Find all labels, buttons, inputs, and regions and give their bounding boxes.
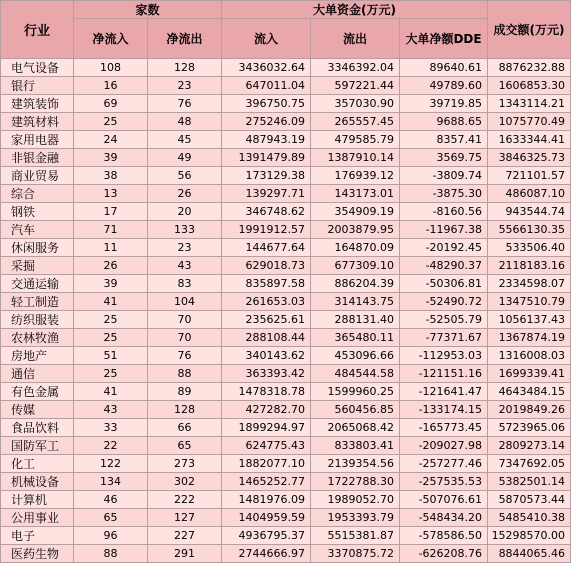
cell-inflow: 1899294.97 — [222, 419, 311, 437]
header-net-in: 净流入 — [74, 19, 148, 59]
cell-turnover: 2809273.14 — [488, 437, 571, 455]
cell-big-net-dde: 3569.75 — [400, 149, 488, 167]
cell-outflow: 1989052.70 — [311, 491, 400, 509]
table-row — [1, 59, 571, 77]
cell-net-in: 25 — [74, 113, 148, 131]
cell-turnover: 5485410.38 — [488, 509, 571, 527]
table-header — [1, 1, 571, 59]
cell-industry: 传媒 — [1, 401, 74, 419]
cell-outflow: 597221.44 — [311, 77, 400, 95]
cell-big-net-dde: -20192.45 — [400, 239, 488, 257]
cell-net-out: 43 — [148, 257, 222, 275]
cell-outflow: 5515381.87 — [311, 527, 400, 545]
cell-inflow: 340143.62 — [222, 347, 311, 365]
cell-turnover: 486087.10 — [488, 185, 571, 203]
cell-net-out: 89 — [148, 383, 222, 401]
cell-big-net-dde: -626208.76 — [400, 545, 488, 563]
table-row — [1, 149, 571, 167]
cell-net-out: 291 — [148, 545, 222, 563]
cell-outflow: 143173.01 — [311, 185, 400, 203]
cell-net-out: 273 — [148, 455, 222, 473]
table-row — [1, 131, 571, 149]
cell-net-in: 39 — [74, 275, 148, 293]
cell-net-out: 23 — [148, 77, 222, 95]
cell-outflow: 3370875.72 — [311, 545, 400, 563]
cell-turnover: 5723965.06 — [488, 419, 571, 437]
cell-industry: 商业贸易 — [1, 167, 74, 185]
cell-turnover: 5382501.14 — [488, 473, 571, 491]
cell-net-in: 11 — [74, 239, 148, 257]
cell-industry: 医药生物 — [1, 545, 74, 563]
header-big-net-dde: 大单净额DDE — [400, 19, 488, 59]
cell-turnover: 3846325.73 — [488, 149, 571, 167]
cell-net-in: 25 — [74, 329, 148, 347]
cell-inflow: 2744666.97 — [222, 545, 311, 563]
cell-inflow: 647011.04 — [222, 77, 311, 95]
table-row — [1, 455, 571, 473]
cell-big-net-dde: -578586.50 — [400, 527, 488, 545]
cell-net-out: 83 — [148, 275, 222, 293]
cell-turnover: 1075770.49 — [488, 113, 571, 131]
cell-industry: 计算机 — [1, 491, 74, 509]
cell-industry: 国防军工 — [1, 437, 74, 455]
cell-industry: 家用电器 — [1, 131, 74, 149]
cell-inflow: 835897.58 — [222, 275, 311, 293]
cell-big-net-dde: -77371.67 — [400, 329, 488, 347]
cell-net-in: 88 — [74, 545, 148, 563]
cell-inflow: 139297.71 — [222, 185, 311, 203]
cell-industry: 农林牧渔 — [1, 329, 74, 347]
cell-industry: 建筑材料 — [1, 113, 74, 131]
cell-inflow: 1478318.78 — [222, 383, 311, 401]
cell-big-net-dde: -121151.16 — [400, 365, 488, 383]
cell-industry: 钢铁 — [1, 203, 74, 221]
cell-net-out: 76 — [148, 347, 222, 365]
cell-industry: 化工 — [1, 455, 74, 473]
header-industry: 行业 — [1, 1, 74, 59]
cell-outflow: 1599960.25 — [311, 383, 400, 401]
cell-turnover: 8844065.46 — [488, 545, 571, 563]
cell-big-net-dde: -165773.45 — [400, 419, 488, 437]
cell-net-out: 133 — [148, 221, 222, 239]
cell-inflow: 1404959.59 — [222, 509, 311, 527]
cell-industry: 休闲服务 — [1, 239, 74, 257]
cell-inflow: 427282.70 — [222, 401, 311, 419]
cell-outflow: 833803.41 — [311, 437, 400, 455]
cell-inflow: 1481976.09 — [222, 491, 311, 509]
cell-outflow: 677309.10 — [311, 257, 400, 275]
cell-big-net-dde: -548434.20 — [400, 509, 488, 527]
cell-outflow: 265557.45 — [311, 113, 400, 131]
table-row — [1, 509, 571, 527]
table-row — [1, 113, 571, 131]
table-row — [1, 545, 571, 563]
cell-net-out: 127 — [148, 509, 222, 527]
cell-net-out: 23 — [148, 239, 222, 257]
cell-inflow: 1465252.77 — [222, 473, 311, 491]
cell-net-out: 20 — [148, 203, 222, 221]
cell-net-in: 71 — [74, 221, 148, 239]
cell-net-out: 128 — [148, 59, 222, 77]
cell-big-net-dde: -8160.56 — [400, 203, 488, 221]
cell-big-net-dde: -3809.74 — [400, 167, 488, 185]
cell-industry: 电子 — [1, 527, 74, 545]
table-row — [1, 437, 571, 455]
table-row — [1, 329, 571, 347]
table-row — [1, 527, 571, 545]
cell-big-net-dde: -209027.98 — [400, 437, 488, 455]
cell-net-out: 70 — [148, 311, 222, 329]
cell-industry: 食品饮料 — [1, 419, 74, 437]
cell-net-out: 48 — [148, 113, 222, 131]
table-row — [1, 293, 571, 311]
cell-net-out: 227 — [148, 527, 222, 545]
cell-turnover: 1316008.03 — [488, 347, 571, 365]
cell-turnover: 1056137.43 — [488, 311, 571, 329]
cell-industry: 建筑装饰 — [1, 95, 74, 113]
cell-big-net-dde: -3875.30 — [400, 185, 488, 203]
cell-outflow: 886204.39 — [311, 275, 400, 293]
cell-industry: 纺织服装 — [1, 311, 74, 329]
table-row — [1, 419, 571, 437]
table-row — [1, 365, 571, 383]
cell-inflow: 275246.09 — [222, 113, 311, 131]
table-row — [1, 77, 571, 95]
cell-inflow: 288108.44 — [222, 329, 311, 347]
cell-net-in: 16 — [74, 77, 148, 95]
cell-industry: 汽车 — [1, 221, 74, 239]
header-net-out: 净流出 — [148, 19, 222, 59]
table-row — [1, 185, 571, 203]
cell-outflow: 2065068.42 — [311, 419, 400, 437]
cell-big-net-dde: -48290.37 — [400, 257, 488, 275]
cell-industry: 轻工制造 — [1, 293, 74, 311]
cell-big-net-dde: -257535.53 — [400, 473, 488, 491]
cell-turnover: 5566130.35 — [488, 221, 571, 239]
cell-net-in: 51 — [74, 347, 148, 365]
cell-net-in: 46 — [74, 491, 148, 509]
cell-turnover: 1699339.41 — [488, 365, 571, 383]
cell-inflow: 173129.38 — [222, 167, 311, 185]
cell-big-net-dde: 89640.61 — [400, 59, 488, 77]
cell-net-in: 69 — [74, 95, 148, 113]
header-turnover: 成交额(万元) — [488, 1, 571, 59]
cell-outflow: 453096.66 — [311, 347, 400, 365]
cell-net-out: 222 — [148, 491, 222, 509]
cell-big-net-dde: -257277.46 — [400, 455, 488, 473]
cell-big-net-dde: 8357.41 — [400, 131, 488, 149]
cell-net-in: 38 — [74, 167, 148, 185]
cell-turnover: 8876232.88 — [488, 59, 571, 77]
cell-net-in: 41 — [74, 383, 148, 401]
table-row — [1, 491, 571, 509]
table-row — [1, 473, 571, 491]
cell-turnover: 1343114.21 — [488, 95, 571, 113]
cell-industry: 公用事业 — [1, 509, 74, 527]
cell-inflow: 396750.75 — [222, 95, 311, 113]
cell-net-in: 122 — [74, 455, 148, 473]
cell-industry: 采掘 — [1, 257, 74, 275]
cell-inflow: 346748.62 — [222, 203, 311, 221]
cell-outflow: 2139354.56 — [311, 455, 400, 473]
cell-net-out: 56 — [148, 167, 222, 185]
cell-big-net-dde: -121641.47 — [400, 383, 488, 401]
cell-big-net-dde: -133174.15 — [400, 401, 488, 419]
cell-inflow: 144677.64 — [222, 239, 311, 257]
table-row — [1, 221, 571, 239]
cell-big-net-dde: -507076.61 — [400, 491, 488, 509]
table-row — [1, 239, 571, 257]
cell-outflow: 354909.19 — [311, 203, 400, 221]
cell-big-net-dde: -52490.72 — [400, 293, 488, 311]
table-row — [1, 203, 571, 221]
cell-industry: 非银金融 — [1, 149, 74, 167]
cell-outflow: 314143.75 — [311, 293, 400, 311]
header-big-funds: 大单资金(万元) — [222, 1, 488, 19]
cell-turnover: 1347510.79 — [488, 293, 571, 311]
cell-turnover: 5870573.44 — [488, 491, 571, 509]
cell-outflow: 560456.85 — [311, 401, 400, 419]
cell-inflow: 3436032.64 — [222, 59, 311, 77]
cell-big-net-dde: -50306.81 — [400, 275, 488, 293]
cell-turnover: 1367874.19 — [488, 329, 571, 347]
cell-net-in: 26 — [74, 257, 148, 275]
table-row — [1, 275, 571, 293]
cell-big-net-dde: -11967.38 — [400, 221, 488, 239]
cell-turnover: 15298570.00 — [488, 527, 571, 545]
cell-net-out: 104 — [148, 293, 222, 311]
cell-net-out: 76 — [148, 95, 222, 113]
cell-net-out: 88 — [148, 365, 222, 383]
cell-outflow: 2003879.95 — [311, 221, 400, 239]
table-row — [1, 95, 571, 113]
cell-turnover: 1633344.41 — [488, 131, 571, 149]
table-row — [1, 311, 571, 329]
cell-turnover: 4643484.15 — [488, 383, 571, 401]
table-row — [1, 401, 571, 419]
cell-net-in: 134 — [74, 473, 148, 491]
cell-net-in: 24 — [74, 131, 148, 149]
cell-industry: 房地产 — [1, 347, 74, 365]
cell-big-net-dde: 9688.65 — [400, 113, 488, 131]
cell-turnover: 7347692.05 — [488, 455, 571, 473]
cell-inflow: 363393.42 — [222, 365, 311, 383]
cell-net-in: 13 — [74, 185, 148, 203]
cell-outflow: 1722788.30 — [311, 473, 400, 491]
cell-turnover: 2019849.26 — [488, 401, 571, 419]
cell-inflow: 1991912.57 — [222, 221, 311, 239]
table-body — [1, 59, 571, 563]
cell-inflow: 1391479.89 — [222, 149, 311, 167]
cell-net-in: 41 — [74, 293, 148, 311]
cell-industry: 银行 — [1, 77, 74, 95]
cell-turnover: 533506.40 — [488, 239, 571, 257]
cell-inflow: 629018.73 — [222, 257, 311, 275]
header-inflow: 流入 — [222, 19, 311, 59]
cell-net-in: 33 — [74, 419, 148, 437]
cell-turnover: 721101.57 — [488, 167, 571, 185]
cell-net-in: 43 — [74, 401, 148, 419]
cell-net-out: 45 — [148, 131, 222, 149]
cell-inflow: 487943.19 — [222, 131, 311, 149]
cell-industry: 交通运输 — [1, 275, 74, 293]
header-outflow: 流出 — [311, 19, 400, 59]
cell-industry: 通信 — [1, 365, 74, 383]
cell-big-net-dde: 49789.60 — [400, 77, 488, 95]
cell-turnover: 1606853.30 — [488, 77, 571, 95]
cell-net-in: 25 — [74, 365, 148, 383]
cell-big-net-dde: -112953.03 — [400, 347, 488, 365]
header-households: 家数 — [74, 1, 222, 19]
cell-outflow: 3346392.04 — [311, 59, 400, 77]
cell-outflow: 1387910.14 — [311, 149, 400, 167]
table-row — [1, 257, 571, 275]
cell-net-out: 26 — [148, 185, 222, 203]
cell-outflow: 1953393.79 — [311, 509, 400, 527]
cell-industry: 电气设备 — [1, 59, 74, 77]
cell-outflow: 484544.58 — [311, 365, 400, 383]
cell-net-in: 25 — [74, 311, 148, 329]
cell-turnover: 2118183.16 — [488, 257, 571, 275]
cell-net-out: 65 — [148, 437, 222, 455]
table-row — [1, 383, 571, 401]
cell-outflow: 176939.12 — [311, 167, 400, 185]
cell-net-in: 96 — [74, 527, 148, 545]
cell-net-in: 39 — [74, 149, 148, 167]
cell-outflow: 365480.11 — [311, 329, 400, 347]
table-row — [1, 167, 571, 185]
cell-net-out: 128 — [148, 401, 222, 419]
cell-big-net-dde: 39719.85 — [400, 95, 488, 113]
cell-outflow: 164870.09 — [311, 239, 400, 257]
cell-net-out: 49 — [148, 149, 222, 167]
cell-turnover: 943544.74 — [488, 203, 571, 221]
cell-industry: 综合 — [1, 185, 74, 203]
cell-outflow: 288131.40 — [311, 311, 400, 329]
cell-net-out: 66 — [148, 419, 222, 437]
cell-inflow: 261653.03 — [222, 293, 311, 311]
cell-net-in: 65 — [74, 509, 148, 527]
cell-outflow: 357030.90 — [311, 95, 400, 113]
cell-big-net-dde: -52505.79 — [400, 311, 488, 329]
cell-industry: 有色金属 — [1, 383, 74, 401]
cell-inflow: 624775.43 — [222, 437, 311, 455]
cell-net-out: 70 — [148, 329, 222, 347]
table-row — [1, 347, 571, 365]
cell-net-in: 17 — [74, 203, 148, 221]
cell-net-in: 22 — [74, 437, 148, 455]
cell-inflow: 235625.61 — [222, 311, 311, 329]
cell-inflow: 1882077.10 — [222, 455, 311, 473]
cell-net-in: 108 — [74, 59, 148, 77]
cell-outflow: 479585.79 — [311, 131, 400, 149]
cell-net-out: 302 — [148, 473, 222, 491]
cell-industry: 机械设备 — [1, 473, 74, 491]
cell-turnover: 2334598.07 — [488, 275, 571, 293]
cell-inflow: 4936795.37 — [222, 527, 311, 545]
